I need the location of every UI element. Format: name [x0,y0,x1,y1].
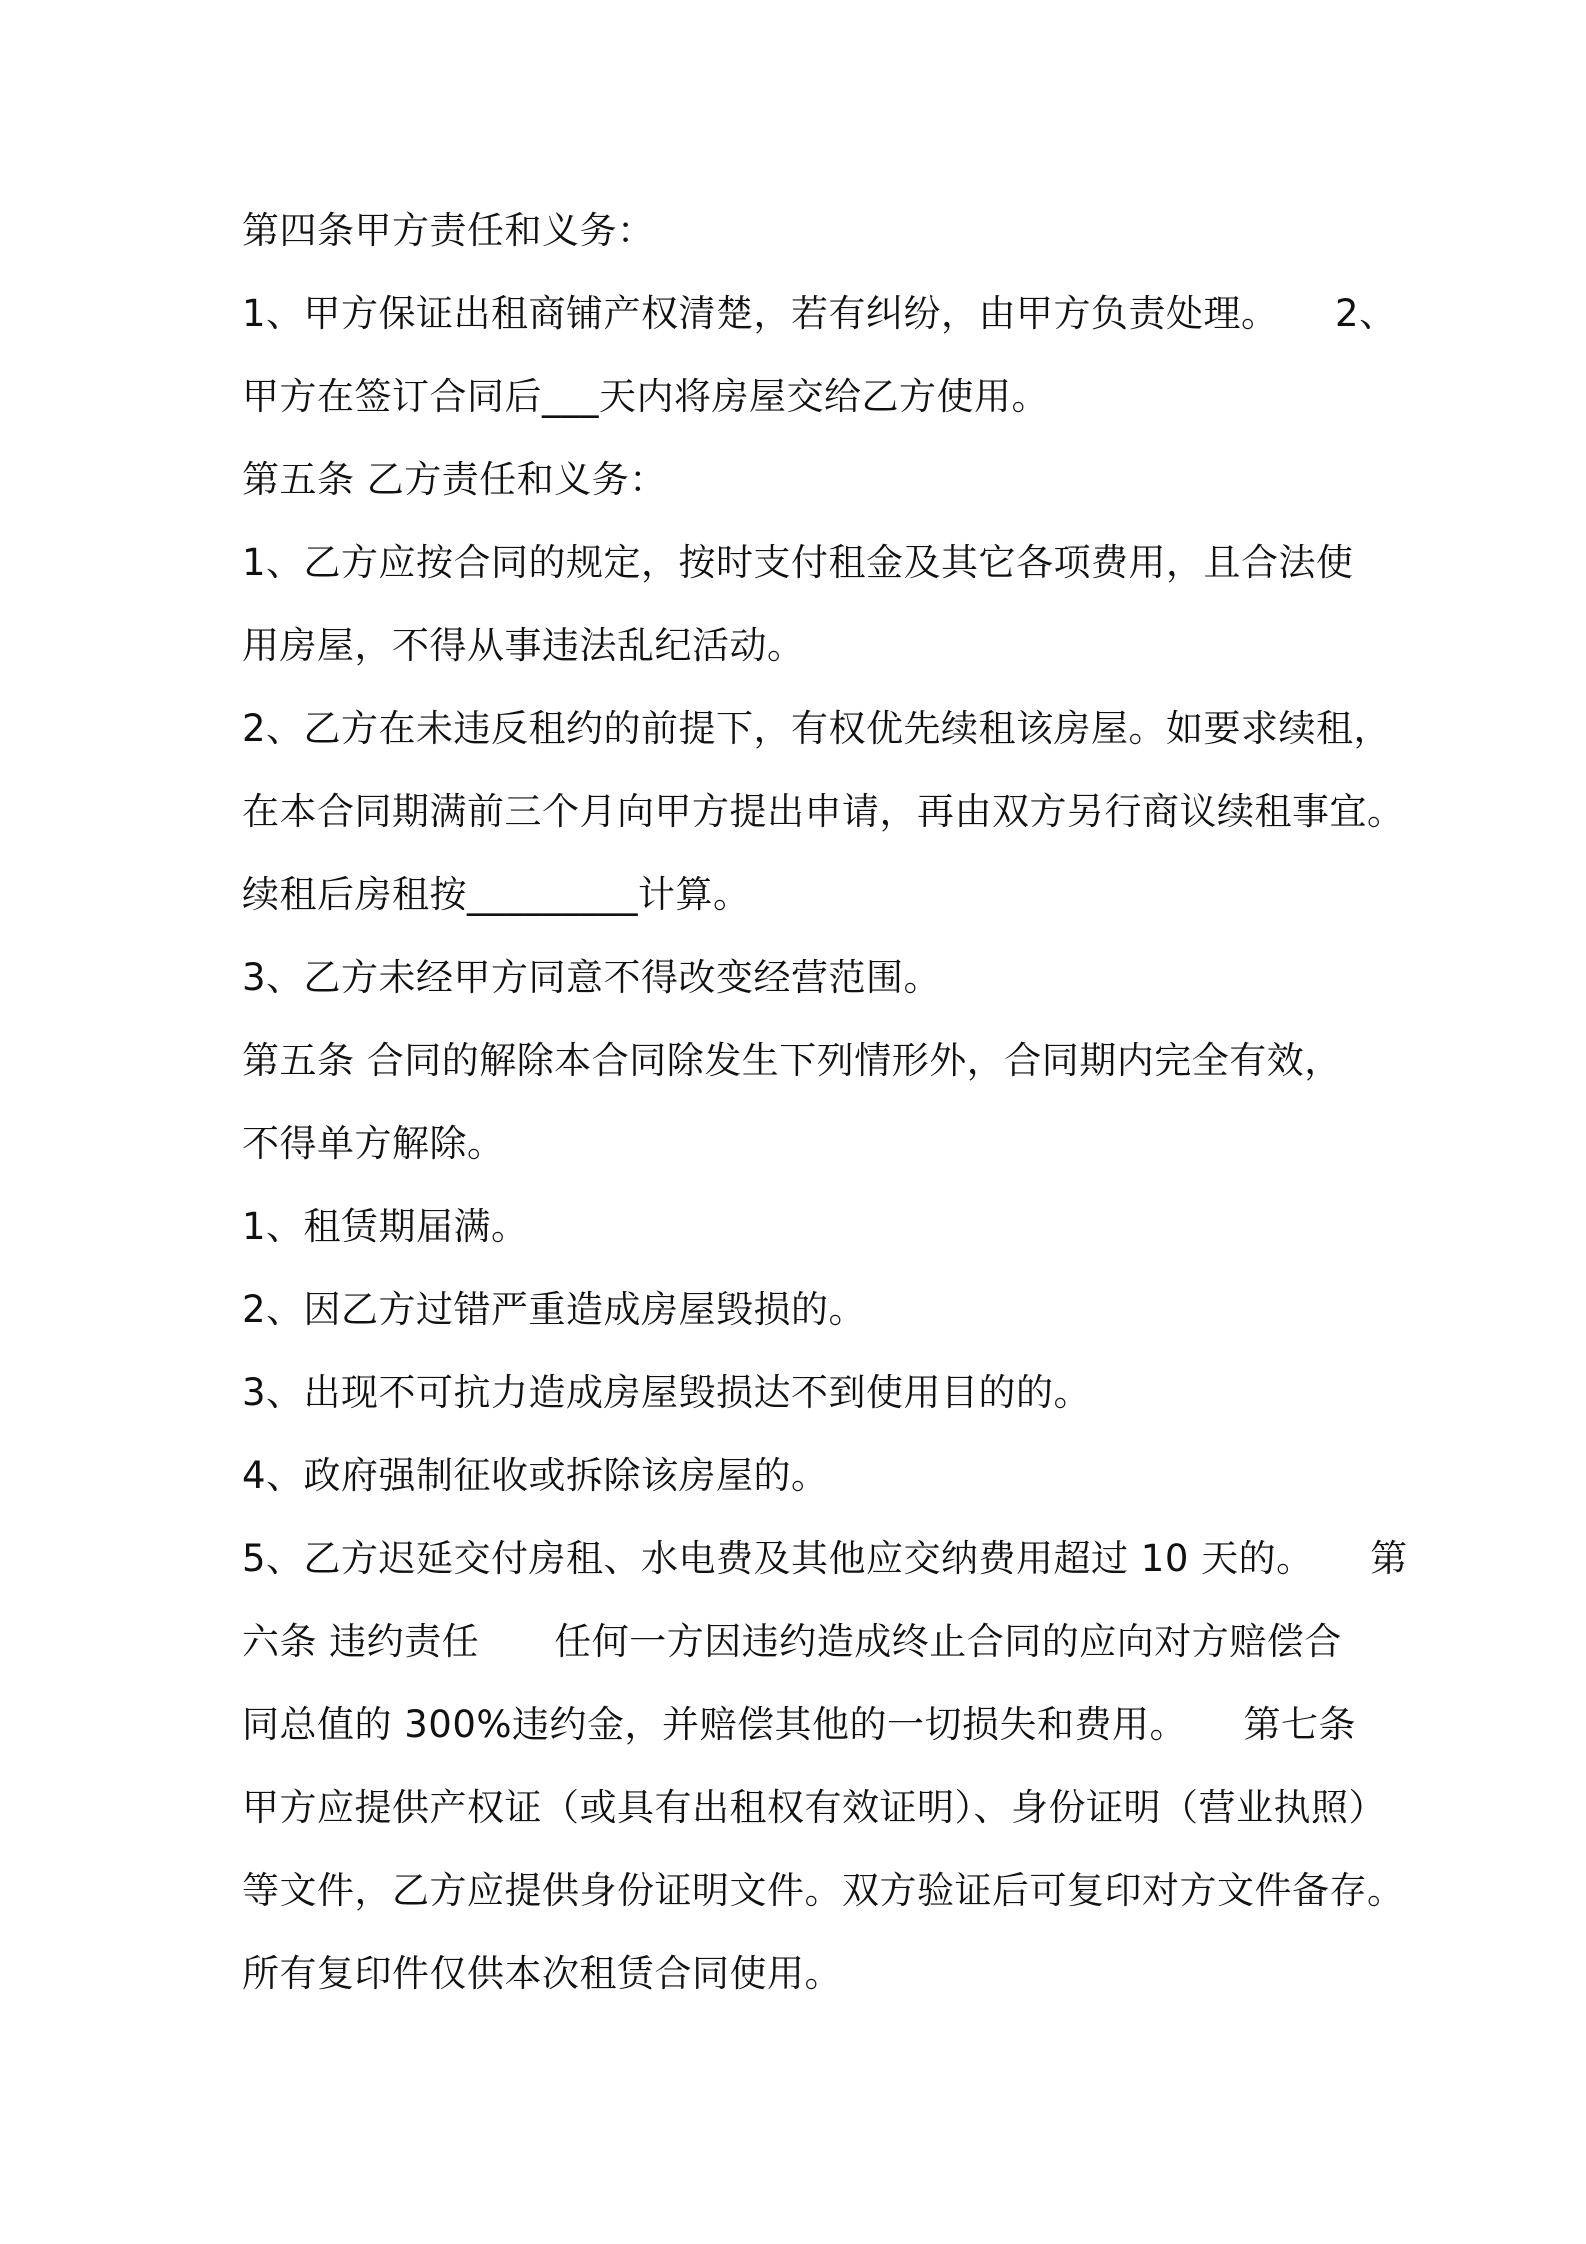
text-line: 在本合同期满前三个月向甲方提出申请，再由双方另行商议续租事宜。 [242,790,1405,833]
text-line: 2、乙方在未违反租约的前提下，有权优先续租该房屋。如要求续租， [242,707,1392,750]
text-line: 甲方在签订合同后___天内将房屋交给乙方使用。 [242,375,1049,418]
text-line: 同总值的 300%违约金，并赔偿其他的一切损失和费用。 第七条 [242,1703,1357,1746]
text-line: 甲方应提供产权证（或具有出租权有效证明）、身份证明（营业执照） [242,1786,1386,1829]
text-line: 所有复印件仅供本次租赁合同使用。 [242,1952,842,1995]
text-line: 用房屋，不得从事违法乱纪活动。 [242,624,805,667]
contract-text-body [242,196,1408,2022]
article-5-termination-heading: 第五条 合同的解除本合同除发生下列情形外，合同期内完全有效， [242,1039,1342,1082]
text-line: 5、乙方迟延交付房租、水电费及其他应交纳费用超过 10 天的。 第 [242,1537,1408,1580]
text-line: 不得单方解除。 [242,1122,505,1165]
text-line: 1、甲方保证出租商铺产权清楚，若有纠纷，由甲方负责处理。 2、 [242,292,1397,335]
text-line: 等文件，乙方应提供身份证明文件。双方验证后可复印对方文件备存。 [242,1869,1405,1912]
text-line: 1、租赁期届满。 [242,1205,529,1248]
text-line: 六条 违约责任 任何一方因违约造成终止合同的应向对方赔偿合 [242,1620,1342,1663]
text-line: 3、乙方未经甲方同意不得改变经营范围。 [242,956,942,999]
article-5-heading: 第五条 乙方责任和义务： [242,458,667,501]
article-4-heading: 第四条甲方责任和义务： [242,209,655,252]
text-line: 3、出现不可抗力造成房屋毁损达不到使用目的的。 [242,1371,1092,1414]
text-line: 4、政府强制征收或拆除该房屋的。 [242,1454,829,1497]
text-line: 续租后房租按_________计算。 [242,873,751,916]
text-line: 1、乙方应按合同的规定，按时支付租金及其它各项费用，且合法使 [242,541,1354,584]
text-line: 2、因乙方过错严重造成房屋毁损的。 [242,1288,867,1331]
